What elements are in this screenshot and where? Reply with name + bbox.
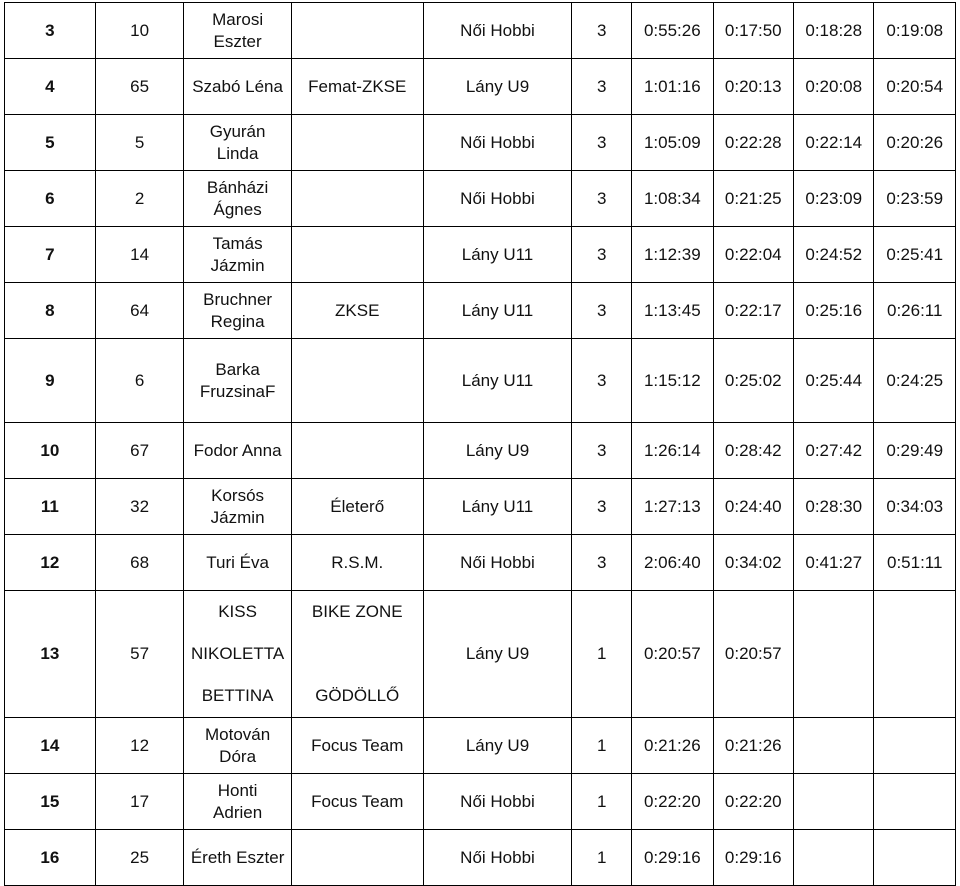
laps-cell: 3 <box>572 535 632 591</box>
name-line: Ágnes <box>213 199 262 219</box>
category-cell: Lány U9 <box>423 591 572 718</box>
table-row <box>5 283 956 339</box>
place-cell: 3 <box>5 3 96 59</box>
name-line: Gyurán <box>209 121 266 141</box>
team-cell <box>291 830 423 886</box>
laps-cell: 1 <box>572 718 632 774</box>
place-cell: 16 <box>5 830 96 886</box>
bib-cell: 17 <box>95 774 184 830</box>
lap2-time-cell <box>794 591 874 718</box>
total-time-cell: 1:15:12 <box>632 339 713 423</box>
lap1-time-cell: 0:34:02 <box>713 535 793 591</box>
lap1-time-cell: 0:22:17 <box>713 283 793 339</box>
name-line: Regina <box>210 311 265 331</box>
lap1-time-cell: 0:20:13 <box>713 59 793 115</box>
lap1-time-cell: 0:17:50 <box>713 3 793 59</box>
category-cell: Női Hobbi <box>423 535 572 591</box>
lap2-time-cell: 0:18:28 <box>794 3 874 59</box>
name-line: Linda <box>216 143 259 163</box>
table-row <box>5 423 956 479</box>
name-line: Barka <box>215 359 260 379</box>
lap3-time-cell <box>874 718 956 774</box>
lap3-time-cell <box>874 591 956 718</box>
name-cell <box>184 718 291 774</box>
name-line: Turi Éva <box>206 552 269 572</box>
lap2-time-cell: 0:20:08 <box>794 59 874 115</box>
total-time-cell: 0:55:26 <box>632 3 713 59</box>
lap3-time-cell: 0:25:41 <box>874 227 956 283</box>
laps-cell: 1 <box>572 591 632 718</box>
total-time-cell: 1:13:45 <box>632 283 713 339</box>
lap3-time-cell: 0:34:03 <box>874 479 956 535</box>
category-cell: Lány U11 <box>423 479 572 535</box>
name-cell <box>184 227 291 283</box>
team-cell <box>291 423 423 479</box>
category-cell: Női Hobbi <box>423 115 572 171</box>
lap1-time-cell: 0:22:04 <box>713 227 793 283</box>
place-cell: 15 <box>5 774 96 830</box>
lap2-time-cell: 0:28:30 <box>794 479 874 535</box>
name-cell <box>184 830 291 886</box>
name-line: Adrien <box>213 802 263 822</box>
place-cell: 4 <box>5 59 96 115</box>
total-time-cell: 0:29:16 <box>632 830 713 886</box>
team-cell <box>291 171 423 227</box>
team-cell <box>291 339 423 423</box>
team-cell: R.S.M. <box>291 535 423 591</box>
table-row <box>5 535 956 591</box>
table-row <box>5 774 956 830</box>
name-line: NIKOLETTA <box>191 644 285 663</box>
lap1-time-cell: 0:29:16 <box>713 830 793 886</box>
name-cell <box>184 115 291 171</box>
name-line: Éreth Eszter <box>190 847 285 867</box>
name-cell <box>184 774 291 830</box>
laps-cell: 3 <box>572 3 632 59</box>
name-line: Honti <box>217 780 258 800</box>
table-row <box>5 830 956 886</box>
table-row <box>5 115 956 171</box>
place-cell: 10 <box>5 423 96 479</box>
lap3-time-cell: 0:20:54 <box>874 59 956 115</box>
name-line: Eszter <box>213 31 262 51</box>
total-time-cell: 2:06:40 <box>632 535 713 591</box>
laps-cell: 3 <box>572 115 632 171</box>
name-cell <box>184 59 291 115</box>
bib-cell: 67 <box>95 423 184 479</box>
name-line: Marosi <box>212 9 264 29</box>
team-line <box>294 633 421 675</box>
laps-cell: 1 <box>572 774 632 830</box>
table-row <box>5 591 956 718</box>
laps-cell: 3 <box>572 59 632 115</box>
name-line: Bánházi <box>206 177 269 197</box>
name-line: Jázmin <box>210 255 265 275</box>
laps-cell: 3 <box>572 227 632 283</box>
table-row <box>5 479 956 535</box>
category-cell: Női Hobbi <box>423 171 572 227</box>
place-cell: 7 <box>5 227 96 283</box>
team-line: BIKE ZONE <box>311 602 403 621</box>
table-row <box>5 339 956 423</box>
name-line: Bruchner <box>203 289 273 309</box>
name-line: Jázmin <box>210 507 265 527</box>
place-cell: 13 <box>5 591 96 718</box>
bib-cell: 64 <box>95 283 184 339</box>
bib-cell: 10 <box>95 3 184 59</box>
category-cell: Lány U9 <box>423 59 572 115</box>
name-cell <box>184 535 291 591</box>
bib-cell: 5 <box>95 115 184 171</box>
lap1-time-cell: 0:20:57 <box>713 591 793 718</box>
bib-cell: 14 <box>95 227 184 283</box>
lap1-time-cell: 0:21:25 <box>713 171 793 227</box>
lap2-time-cell: 0:25:16 <box>794 283 874 339</box>
lap1-time-cell: 0:25:02 <box>713 339 793 423</box>
lap2-time-cell <box>794 718 874 774</box>
total-time-cell: 1:01:16 <box>632 59 713 115</box>
category-cell: Lány U9 <box>423 718 572 774</box>
laps-cell: 3 <box>572 283 632 339</box>
laps-cell: 1 <box>572 830 632 886</box>
total-time-cell: 1:12:39 <box>632 227 713 283</box>
name-cell <box>184 591 291 718</box>
name-cell <box>184 423 291 479</box>
name-line: KISS <box>218 602 257 621</box>
lap2-time-cell: 0:25:44 <box>794 339 874 423</box>
lap2-time-cell: 0:23:09 <box>794 171 874 227</box>
category-cell: Női Hobbi <box>423 774 572 830</box>
bib-cell: 12 <box>95 718 184 774</box>
team-cell <box>291 115 423 171</box>
laps-cell: 3 <box>572 339 632 423</box>
category-cell: Lány U11 <box>423 339 572 423</box>
name-cell <box>184 479 291 535</box>
name-cell <box>184 339 291 423</box>
team-cell: ZKSE <box>291 283 423 339</box>
lap1-time-cell: 0:21:26 <box>713 718 793 774</box>
team-cell <box>291 227 423 283</box>
bib-cell: 68 <box>95 535 184 591</box>
team-cell <box>291 591 423 718</box>
category-cell: Lány U9 <box>423 423 572 479</box>
total-time-cell: 1:27:13 <box>632 479 713 535</box>
lap1-time-cell: 0:22:20 <box>713 774 793 830</box>
lap1-time-cell: 0:22:28 <box>713 115 793 171</box>
total-time-cell: 0:22:20 <box>632 774 713 830</box>
bib-cell: 2 <box>95 171 184 227</box>
name-line: FruzsinaF <box>199 381 276 401</box>
category-cell: Női Hobbi <box>423 3 572 59</box>
table-row <box>5 59 956 115</box>
lap2-time-cell: 0:41:27 <box>794 535 874 591</box>
place-cell: 11 <box>5 479 96 535</box>
lap3-time-cell: 0:51:11 <box>874 535 956 591</box>
place-cell: 14 <box>5 718 96 774</box>
name-cell <box>184 171 291 227</box>
name-line: Korsós <box>211 485 265 505</box>
name-cell <box>184 283 291 339</box>
lap3-time-cell: 0:23:59 <box>874 171 956 227</box>
table-row <box>5 227 956 283</box>
total-time-cell: 1:08:34 <box>632 171 713 227</box>
team-cell: Életerő <box>291 479 423 535</box>
team-cell: Femat-ZKSE <box>291 59 423 115</box>
name-line: Fodor Anna <box>193 440 282 460</box>
total-time-cell: 1:26:14 <box>632 423 713 479</box>
table-row <box>5 718 956 774</box>
place-cell: 5 <box>5 115 96 171</box>
lap3-time-cell <box>874 830 956 886</box>
total-time-cell: 0:21:26 <box>632 718 713 774</box>
lap3-time-cell <box>874 774 956 830</box>
bib-cell: 32 <box>95 479 184 535</box>
name-line: Dóra <box>219 746 257 766</box>
name-line: BETTINA <box>201 686 274 705</box>
name-line: Tamás <box>212 233 263 253</box>
lap3-time-cell: 0:29:49 <box>874 423 956 479</box>
lap2-time-cell: 0:22:14 <box>794 115 874 171</box>
name-cell <box>184 3 291 59</box>
total-time-cell: 1:05:09 <box>632 115 713 171</box>
table-row <box>5 3 956 59</box>
category-cell: Lány U11 <box>423 283 572 339</box>
name-line: Szabó Léna <box>192 76 283 96</box>
place-cell: 6 <box>5 171 96 227</box>
table-row <box>5 171 956 227</box>
laps-cell: 3 <box>572 423 632 479</box>
lap3-time-cell: 0:20:26 <box>874 115 956 171</box>
team-cell: Focus Team <box>291 718 423 774</box>
lap2-time-cell: 0:27:42 <box>794 423 874 479</box>
team-line: GÖDÖLLŐ <box>315 686 400 705</box>
lap2-time-cell <box>794 830 874 886</box>
total-time-cell: 0:20:57 <box>632 591 713 718</box>
lap2-time-cell <box>794 774 874 830</box>
category-cell: Női Hobbi <box>423 830 572 886</box>
category-cell: Lány U11 <box>423 227 572 283</box>
place-cell: 8 <box>5 283 96 339</box>
bib-cell: 65 <box>95 59 184 115</box>
bib-cell: 57 <box>95 591 184 718</box>
place-cell: 9 <box>5 339 96 423</box>
name-line: Motován <box>205 724 271 744</box>
lap3-time-cell: 0:19:08 <box>874 3 956 59</box>
lap3-time-cell: 0:24:25 <box>874 339 956 423</box>
team-cell <box>291 3 423 59</box>
laps-cell: 3 <box>572 171 632 227</box>
laps-cell: 3 <box>572 479 632 535</box>
team-cell: Focus Team <box>291 774 423 830</box>
lap1-time-cell: 0:24:40 <box>713 479 793 535</box>
bib-cell: 25 <box>95 830 184 886</box>
lap1-time-cell: 0:28:42 <box>713 423 793 479</box>
lap2-time-cell: 0:24:52 <box>794 227 874 283</box>
bib-cell: 6 <box>95 339 184 423</box>
results-table <box>4 2 956 886</box>
place-cell: 12 <box>5 535 96 591</box>
lap3-time-cell: 0:26:11 <box>874 283 956 339</box>
